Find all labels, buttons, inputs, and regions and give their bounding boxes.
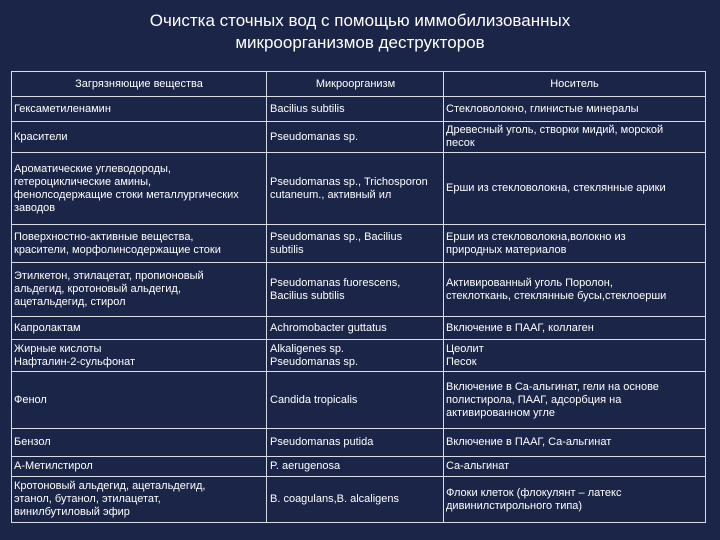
header-microorganism: Микроорганизм xyxy=(266,72,443,96)
cell-carrier: Активированный уголь Поролон, стеклоткань, стеклянные бусы,стеклоерши xyxy=(443,263,705,316)
cell-pollutant: Кротоновый альдегид, ацетальдегид, этанол, бутанол, этилацетат, винилбутиловый эфир xyxy=(14,480,206,518)
cell-pollutant: Гексаметиленамин xyxy=(14,102,111,115)
cell-pollutant: Капролактам xyxy=(14,321,81,334)
cell-pollutant: Бензол xyxy=(14,436,51,448)
cell-microorganism: B. coagulans,B. alcaligens xyxy=(266,477,443,522)
cell-microorganism: Achromobacter guttatus xyxy=(266,317,443,339)
title-line-2: микроорганизмов деструкторов xyxy=(235,33,485,52)
cell-microorganism: Pseudomanas sp., Trichosporon cutaneum., активный ил xyxy=(266,153,443,224)
data-table xyxy=(11,71,706,523)
cell-microorganism: P. aerugenosa xyxy=(266,457,443,476)
cell-microorganism: Pseudomanas putida xyxy=(266,429,443,456)
cell-microorganism: Pseudomanas fuorescens, Bacilius subtilis xyxy=(266,263,443,316)
cell-microorganism: Bacilius subtilis xyxy=(266,97,443,121)
cell-microorganism: Pseudomanas sp. xyxy=(266,122,443,152)
cell-carrier: Стекловолокно, глинистые минералы xyxy=(443,97,705,121)
cell-carrier: Включение в Ca-альгинат, гели на основе полистирола, ПААГ, адсорбция на активированном угле xyxy=(443,372,705,428)
cell-pollutant: А-Метилстирол xyxy=(14,460,93,472)
cell-microorganism: Alkaligenes sp. Pseudomanas sp. xyxy=(266,340,443,371)
cell-pollutant: Красители xyxy=(14,130,68,143)
cell-carrier: Ерши из стекловолокна, стеклянные арики xyxy=(443,153,705,224)
cell-pollutant: Этилкетон, этилацетат, пропионовый альдегид, кротоновый альдегид, ацетальдегид, стирол xyxy=(14,270,204,308)
table-row xyxy=(12,371,705,428)
table-row xyxy=(12,121,705,152)
table-row xyxy=(12,339,705,371)
table-row xyxy=(12,152,705,224)
table-row xyxy=(12,96,705,121)
cell-microorganism: Pseudomanas sp., Bacilius subtilis xyxy=(266,225,443,262)
cell-carrier: Ca-альгинат xyxy=(443,457,705,476)
cell-carrier: Древесный уголь, створки мидий, морской песок xyxy=(443,122,705,152)
table-row xyxy=(12,224,705,262)
cell-carrier: Включение в ПААГ, коллаген xyxy=(443,317,705,339)
cell-pollutant: Фенол xyxy=(14,393,47,406)
table-row xyxy=(12,456,705,476)
table-row xyxy=(12,316,705,339)
header-pollutants: Загрязняющие вещества xyxy=(75,77,203,90)
table-row xyxy=(12,428,705,456)
cell-pollutant: Жирные кислоты Нафталин-2-сульфонат xyxy=(14,342,136,368)
cell-microorganism: Candida tropicalis xyxy=(266,372,443,428)
cell-carrier: Флоки клеток (флокулянт – латекс дивинилстирольного типа) xyxy=(443,477,705,522)
cell-carrier: Цеолит Песок xyxy=(443,340,705,371)
cell-pollutant: Поверхностно-активные вещества, красители, морфолинсодержащие стоки xyxy=(14,230,221,256)
table-header-row xyxy=(12,72,705,96)
title-line-1: Очистка сточных вод с помощью иммобилизованных xyxy=(149,11,571,30)
cell-carrier: Ерши из стекловолокна,волокно из природных материалов xyxy=(443,225,705,262)
table-row xyxy=(12,476,705,522)
slide-title xyxy=(0,10,720,54)
header-carrier: Носитель xyxy=(443,72,705,96)
table-row xyxy=(12,262,705,316)
cell-carrier: Включение в ПААГ, Ca-альгинат xyxy=(443,429,705,456)
cell-pollutant: Ароматические углеводороды, гетероциклические амины, фенолсодержащие стоки металлургических заводов xyxy=(14,162,239,214)
